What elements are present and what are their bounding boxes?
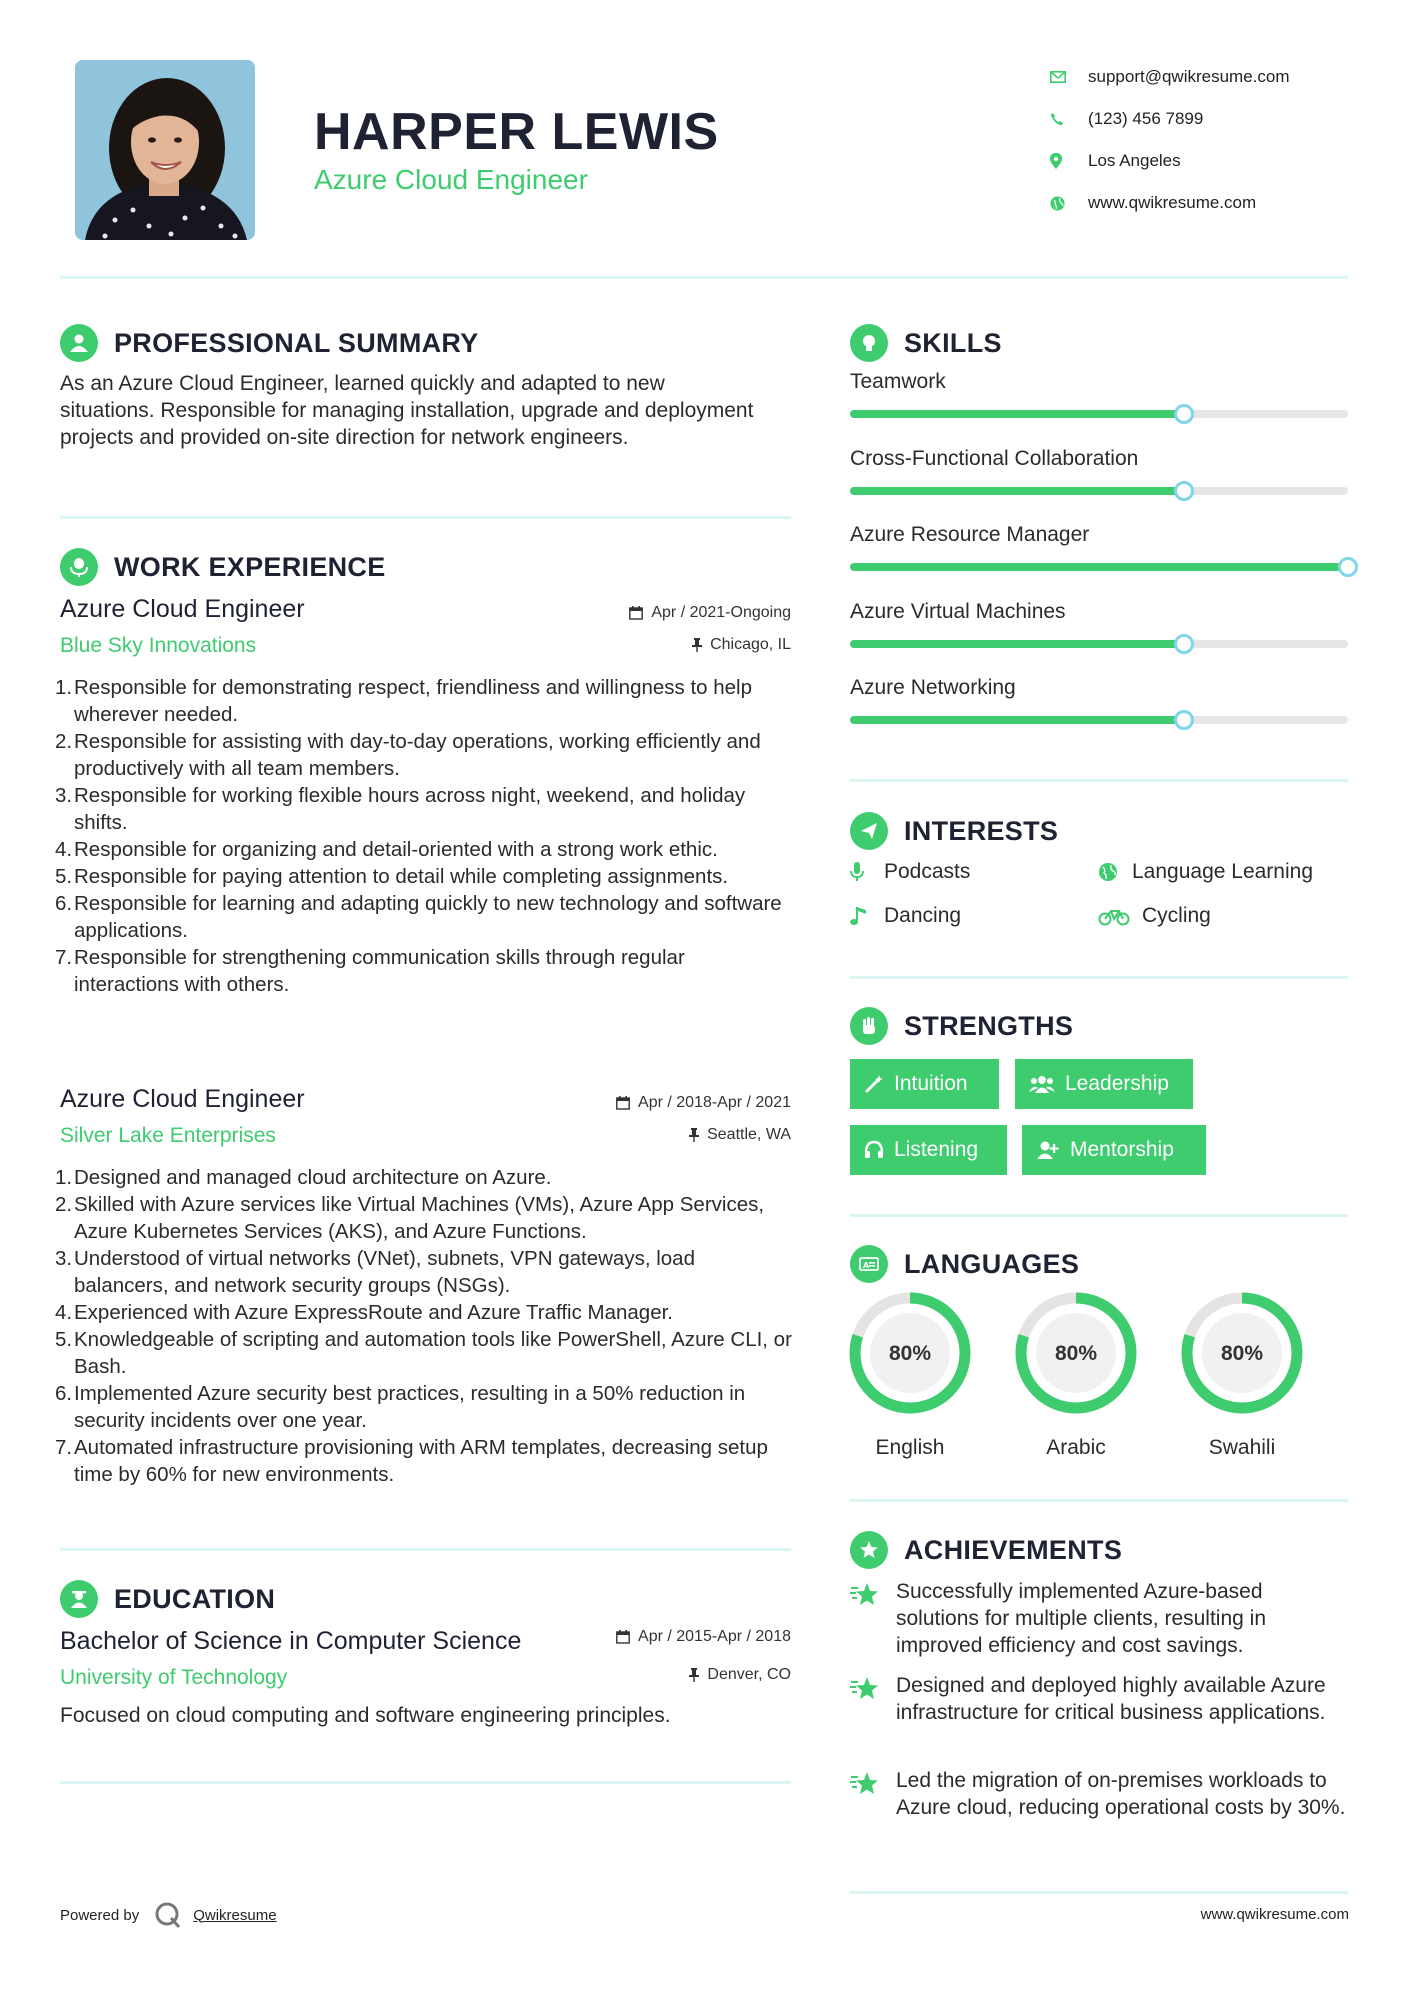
skill-item [850, 370, 1348, 418]
interests-title: INTERESTS [904, 815, 1059, 846]
languages-divider [850, 1499, 1348, 1502]
summary-text: As an Azure Cloud Engineer, learned quickly and adapted to new situations. Responsible for managing installation, upgrade and deployment projects and provided on-site direction for network engineers. [60, 372, 754, 449]
achievement-text: Successfully implemented Azure-based solutions for multiple clients, resulting in improved efficiency and cost savings. [896, 1580, 1267, 1657]
interest-label: Cycling [1142, 904, 1211, 927]
pin-icon [692, 638, 702, 652]
pin-icon [689, 1668, 699, 1682]
education-title: EDUCATION [114, 1583, 276, 1614]
language-percent: 80% [888, 1342, 932, 1365]
work-heading [60, 548, 386, 586]
calendar-icon [616, 1630, 630, 1644]
contact-email[interactable] [1050, 56, 1390, 98]
skill-track [850, 487, 1348, 495]
user-icon [60, 324, 98, 362]
map-pin-icon [1050, 153, 1088, 169]
language-item [1014, 1291, 1138, 1460]
achievement-item [850, 1672, 1350, 1726]
job-date-text: Apr / 2018-Apr / 2021 [638, 1094, 791, 1111]
language-name: Arabic [1046, 1436, 1106, 1459]
pin-icon [689, 1128, 699, 1142]
job-duties [55, 1164, 795, 1488]
strength-badge [1015, 1059, 1193, 1109]
contact-block [1050, 56, 1390, 224]
skills-divider [850, 779, 1348, 782]
powered-by-text: Powered by [60, 1906, 140, 1924]
list-item: 3. Understood of virtual networks (VNet), subnets, VPN gateways, load balancers, and network security groups (NSGs). [55, 1247, 695, 1297]
achievement-text: Designed and deployed highly available Azure infrastructure for critical business applications. [896, 1674, 1326, 1724]
achievements-heading [850, 1531, 1122, 1569]
language-item [848, 1291, 972, 1460]
skill-track [850, 640, 1348, 648]
strength-label: Listening [894, 1138, 979, 1161]
education-date-text: Apr / 2015-Apr / 2018 [638, 1628, 791, 1645]
list-item: 7. Responsible for strengthening communication skills through regular interactions with others. [55, 946, 685, 996]
skill-label: Cross-Functional Collaboration [850, 447, 1139, 470]
language-item [1180, 1291, 1304, 1460]
job-company: Silver Lake Enterprises [60, 1124, 276, 1147]
language-ring [848, 1291, 972, 1415]
achievements-divider [850, 1891, 1348, 1894]
list-item: 6. Implemented Azure security best practices, resulting in a 50% reduction in security incidents over one year. [55, 1382, 746, 1432]
summary-divider [60, 516, 791, 519]
paper-plane-icon [850, 812, 888, 850]
trophy-icon [850, 1531, 888, 1569]
skill-item [850, 600, 1348, 648]
hand-icon [850, 1007, 888, 1045]
interest-label: Language Learning [1132, 860, 1314, 883]
interest-item [850, 860, 970, 884]
language-percent: 80% [1054, 1342, 1098, 1365]
music-note-icon [850, 906, 878, 926]
language-percent: 80% [1220, 1342, 1264, 1365]
strength-badge [850, 1059, 999, 1109]
list-item: 4. Responsible for organizing and detail-oriented with a strong work ethic. [55, 838, 718, 861]
job-date [540, 1094, 791, 1112]
skill-track [850, 716, 1348, 724]
profile-photo [75, 60, 255, 240]
contact-email-text: support@qwikresume.com [1088, 67, 1290, 86]
graduation-icon [60, 1580, 98, 1618]
job-location-text: Seattle, WA [707, 1126, 791, 1143]
education-date [540, 1628, 791, 1646]
contact-location-text: Los Angeles [1088, 151, 1181, 170]
summary-title: PROFESSIONAL SUMMARY [114, 327, 479, 358]
interest-label: Podcasts [884, 860, 971, 883]
qwikresume-logo-icon [153, 1900, 183, 1930]
school-name: University of Technology [60, 1666, 288, 1689]
headphones-icon [864, 1140, 884, 1160]
interest-label: Dancing [884, 904, 962, 927]
interest-item [850, 904, 961, 928]
globe-icon [1050, 196, 1088, 211]
strength-label: Intuition [894, 1072, 968, 1095]
skill-track [850, 410, 1348, 418]
skill-item [850, 676, 1348, 724]
list-item: 2. Responsible for assisting with day-to-day operations, working efficiently and productively with all team members. [55, 730, 761, 780]
interest-item [1098, 904, 1211, 928]
language-name: Swahili [1208, 1436, 1276, 1459]
list-item: 3. Responsible for working flexible hours across night, weekend, and holiday shifts. [55, 784, 746, 834]
education-heading [60, 1580, 275, 1618]
list-item: 6. Responsible for learning and adapting quickly to new technology and software applications. [55, 892, 782, 942]
briefcase-icon [60, 548, 98, 586]
degree-title: Bachelor of Science in Computer Science [60, 1627, 522, 1655]
interests-heading [850, 812, 1058, 850]
star-icon [850, 1578, 896, 1659]
star-icon [850, 1767, 896, 1821]
microphone-icon [850, 862, 878, 882]
language-ring [1014, 1291, 1138, 1415]
skill-label: Azure Resource Manager [850, 523, 1090, 546]
job-date-text: Apr / 2021-Ongoing [651, 604, 791, 621]
strength-label: Leadership [1065, 1072, 1169, 1095]
list-item: 5. Knowledgeable of scripting and automation tools like PowerShell, Azure CLI, or Bash. [55, 1328, 792, 1378]
interest-item [1098, 860, 1313, 884]
list-item: 4. Experienced with Azure ExpressRoute and Azure Traffic Manager. [55, 1301, 674, 1324]
job-duties [55, 674, 795, 998]
contact-phone[interactable] [1050, 98, 1390, 140]
job-date [560, 604, 791, 622]
candidate-name: HARPER LEWIS [314, 103, 719, 161]
languages-heading [850, 1245, 1079, 1283]
skill-label: Teamwork [850, 370, 946, 393]
phone-icon [1050, 112, 1088, 126]
education-text: Focused on cloud computing and software engineering principles. [60, 1704, 671, 1727]
strengths-heading [850, 1007, 1073, 1045]
contact-location [1050, 140, 1390, 182]
calendar-icon [616, 1096, 630, 1110]
magic-wand-icon [864, 1074, 884, 1094]
contact-phone-text: (123) 456 7899 [1088, 109, 1204, 128]
strength-badge [850, 1125, 1007, 1175]
skill-item [850, 523, 1348, 571]
job-title: Azure Cloud Engineer [60, 1085, 305, 1113]
svg-text:A: A [863, 1261, 870, 1270]
achievement-item [850, 1578, 1350, 1659]
education-divider [60, 1781, 791, 1784]
summary-heading [60, 324, 479, 362]
list-item: 5. Responsible for paying attention to detail while completing assignments. [55, 865, 729, 888]
strength-label: Mentorship [1070, 1138, 1174, 1161]
strengths-divider [850, 1214, 1348, 1217]
list-item: 7. Automated infrastructure provisioning with ARM templates, decreasing setup time by 60% for new environments. [55, 1436, 768, 1486]
contact-website[interactable] [1050, 182, 1390, 224]
job-title: Azure Cloud Engineer [60, 595, 305, 623]
job-location [560, 636, 791, 654]
globe-icon [1098, 862, 1126, 882]
language-ring [1180, 1291, 1304, 1415]
work-title: WORK EXPERIENCE [114, 551, 386, 582]
education-location [540, 1666, 791, 1684]
work-divider [60, 1548, 791, 1551]
skill-track [850, 563, 1348, 571]
bicycle-icon [1098, 906, 1136, 926]
skills-title: SKILLS [904, 327, 1002, 358]
candidate-role: Azure Cloud Engineer [314, 164, 588, 195]
calendar-icon [629, 606, 643, 620]
skills-heading [850, 324, 1002, 362]
skill-label: Azure Networking [850, 676, 1016, 699]
education-location-text: Denver, CO [707, 1666, 791, 1683]
envelope-icon [1050, 71, 1088, 83]
lightbulb-icon [850, 324, 888, 362]
footer-powered-by [60, 1900, 277, 1930]
job-company: Blue Sky Innovations [60, 634, 257, 657]
group-icon [1029, 1074, 1055, 1094]
star-icon [850, 1672, 896, 1726]
list-item: 2. Skilled with Azure services like Virtual Machines (VMs), Azure App Services, Azure Kubernetes Services (AKS), and Azure Functions. [55, 1193, 765, 1243]
list-item: 1. Responsible for demonstrating respect, friendliness and willingness to help wherever needed. [55, 676, 753, 726]
strength-badge [1022, 1125, 1206, 1175]
footer-website[interactable]: www.qwikresume.com [1200, 1906, 1349, 1923]
skill-label: Azure Virtual Machines [850, 600, 1066, 623]
job-location [540, 1126, 791, 1144]
interests-divider [850, 976, 1348, 979]
achievement-text: Led the migration of on-premises workloads to Azure cloud, reducing operational costs by 30%. [896, 1769, 1346, 1819]
languages-title: LANGUAGES [904, 1248, 1080, 1279]
language-icon [850, 1245, 888, 1283]
contact-website-text: www.qwikresume.com [1088, 193, 1257, 212]
language-name: English [875, 1436, 945, 1459]
achievement-item [850, 1767, 1350, 1821]
list-item: 1. Designed and managed cloud architecture on Azure. [55, 1166, 552, 1189]
achievements-title: ACHIEVEMENTS [904, 1534, 1123, 1565]
header-divider [60, 276, 1348, 279]
strengths-title: STRENGTHS [904, 1010, 1074, 1041]
qwikresume-link[interactable]: Qwikresume [193, 1906, 277, 1924]
user-plus-icon [1036, 1140, 1060, 1160]
skill-item [850, 447, 1348, 495]
job-location-text: Chicago, IL [710, 636, 791, 653]
